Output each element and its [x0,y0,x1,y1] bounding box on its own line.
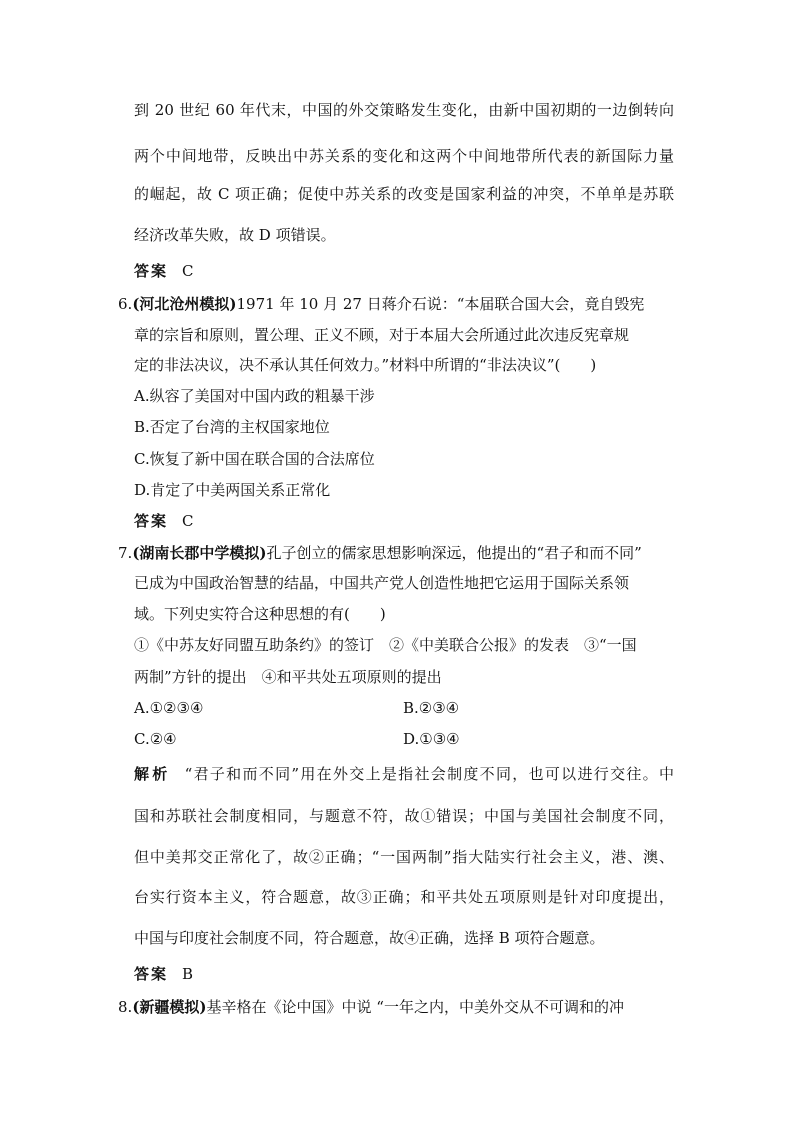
analysis-line: 中国与印度社会制度不同，符合题意，故④正确，选择 B 项符合题意。 [134,929,605,947]
question-7-line-4: ①《中苏友好同盟互助条约》的签订 ②《中美联合公报》的发表 ③“一国 [134,636,637,654]
analysis-line: 台实行资本主义，符合题意，故③正确；和平共处五项原则是针对印度提出， [134,888,674,906]
answer-value: C [182,262,194,280]
answer-label: 答案 [134,262,169,280]
analysis-line: 国和苏联社会制度相同，与题意不符，故①错误；中国与美国社会制度不同， [134,807,674,825]
question-source: (湖南长郡中学模拟) [132,544,267,562]
option-c: C.②④ [134,730,177,748]
option-d: D.①③④ [403,730,460,748]
answer-line [134,261,194,281]
question-6-line-2: 章的宗旨和原则，置公理、正义不顾，对于本届大会所通过此次违反宪章规 [134,326,630,344]
option-c: C.恢复了新中国在联合国的合法席位 [134,450,375,468]
question-7-line-5: 两制”方针的提出 ④和平共处五项原则的提出 [134,668,442,686]
question-number: 8. [118,998,133,1016]
explanation-line: 到 20 世纪 60 年代末，中国的外交策略发生变化，由新中国初期的一边倒转向 [134,101,674,119]
analysis-label: 解析 [134,765,171,783]
question-number: 7. [118,544,133,562]
option-b: B.②③④ [403,699,460,717]
option-a: A.纵容了美国对中国内政的粗暴干涉 [134,387,375,405]
question-8-line-1 [118,997,624,1017]
question-text: 基辛格在《论中国》中说 “一年之内，中美外交从不可调和的冲 [206,998,624,1016]
answer-value: B [182,965,194,983]
question-number: 6. [118,295,133,313]
answer-line [134,511,194,531]
answer-line [134,964,193,984]
question-source: (河北沧州模拟) [132,295,237,313]
question-7-line-2: 已成为中国政治智慧的结晶，中国共产党人创造性地把它运用于国际关系领 [134,574,630,592]
question-7-line-3: 域。下列史实符合这种思想的有( ) [134,605,386,623]
question-text: 1971 年 10 月 27 日蒋介石说：“本届联合国大会，竟自毁宪 [236,295,645,313]
explanation-line: 经济改革失败，故 D 项错误。 [134,226,336,244]
answer-value: C [182,512,194,530]
question-6-line-1 [118,294,644,314]
answer-label: 答案 [134,512,169,530]
answer-label: 答案 [134,965,169,983]
analysis-text: “君子和而不同”用在外交上是指社会制度不同，也可以进行交往。中 [184,765,674,783]
question-6-line-3: 定的非法决议，决不承认其任何效力。”材料中所谓的“非法决议”( ) [134,356,597,374]
option-b: B.否定了台湾的主权国家地位 [134,418,330,436]
option-a: A.①②③④ [134,699,204,717]
analysis-line [134,764,674,784]
question-source: (新疆模拟) [132,998,207,1016]
explanation-line: 两个中间地带，反映出中苏关系的变化和这两个中间地带所代表的新国际力量 [134,147,674,165]
analysis-line: 但中美邦交正常化了，故②正确；“一国两制”指大陆实行社会主义，港、澳、 [134,848,674,866]
question-7-line-1 [118,543,642,563]
question-text: 孔子创立的儒家思想影响深远，他提出的“君子和而不同” [266,544,642,562]
option-d: D.肯定了中美两国关系正常化 [134,481,331,499]
explanation-line: 的崛起，故 C 项正确；促使中苏关系的改变是国家利益的冲突，不单单是苏联 [134,185,674,203]
